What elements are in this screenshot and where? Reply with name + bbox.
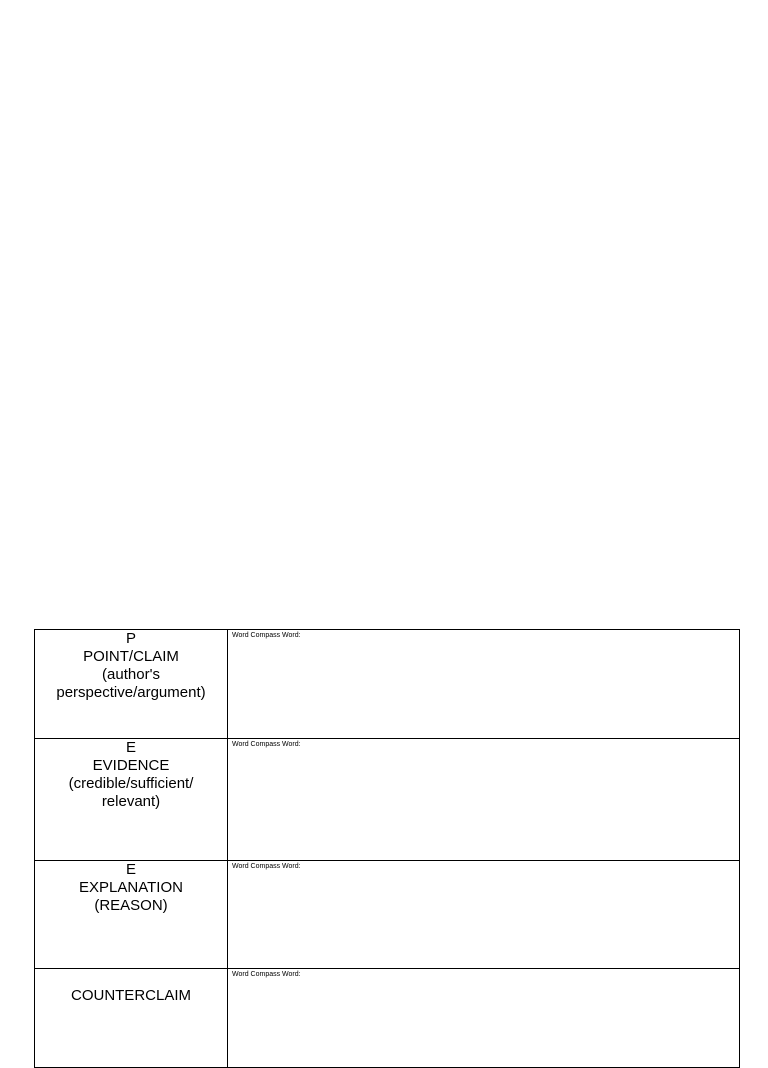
- explanation-letter: E: [125, 861, 136, 878]
- point-letter: P: [125, 630, 136, 647]
- word-compass-word-label: Word Compass Word:: [232, 971, 301, 978]
- word-compass-word-label: Word Compass Word:: [232, 632, 301, 639]
- table-row-point-claim: [35, 630, 740, 739]
- evidence-detail-2: relevant): [101, 793, 161, 810]
- explanation-label-cell: [35, 861, 228, 969]
- point-claim-detail-1: (author's: [102, 666, 160, 683]
- explanation-title: EXPLANATION: [79, 879, 183, 896]
- explanation-detail-1: (REASON): [94, 897, 168, 914]
- point-claim-detail-2: perspective/argument): [56, 684, 206, 701]
- word-compass-word-label: Word Compass Word:: [232, 741, 301, 748]
- word-compass-word-label: Word Compass Word:: [232, 863, 301, 870]
- evidence-answer-cell[interactable]: [228, 739, 740, 861]
- point-claim-answer-cell[interactable]: [228, 630, 740, 739]
- evidence-detail-1: (credible/sufficient/: [68, 775, 194, 792]
- evidence-title: EVIDENCE: [92, 757, 170, 774]
- counterclaim-answer-cell[interactable]: [228, 969, 740, 1068]
- evidence-letter: E: [125, 739, 136, 756]
- counterclaim-title: COUNTERCLAIM: [70, 987, 191, 1004]
- point-claim-title: POINT/CLAIM: [83, 648, 179, 665]
- table-row-counterclaim: [35, 969, 740, 1068]
- counterclaim-label-cell: [35, 969, 228, 1068]
- table-row-explanation: [35, 861, 740, 969]
- peel-table: [34, 629, 740, 1068]
- evidence-label-cell: [35, 739, 228, 861]
- explanation-answer-cell[interactable]: [228, 861, 740, 969]
- table-row-evidence: [35, 739, 740, 861]
- point-claim-label-cell: [35, 630, 228, 739]
